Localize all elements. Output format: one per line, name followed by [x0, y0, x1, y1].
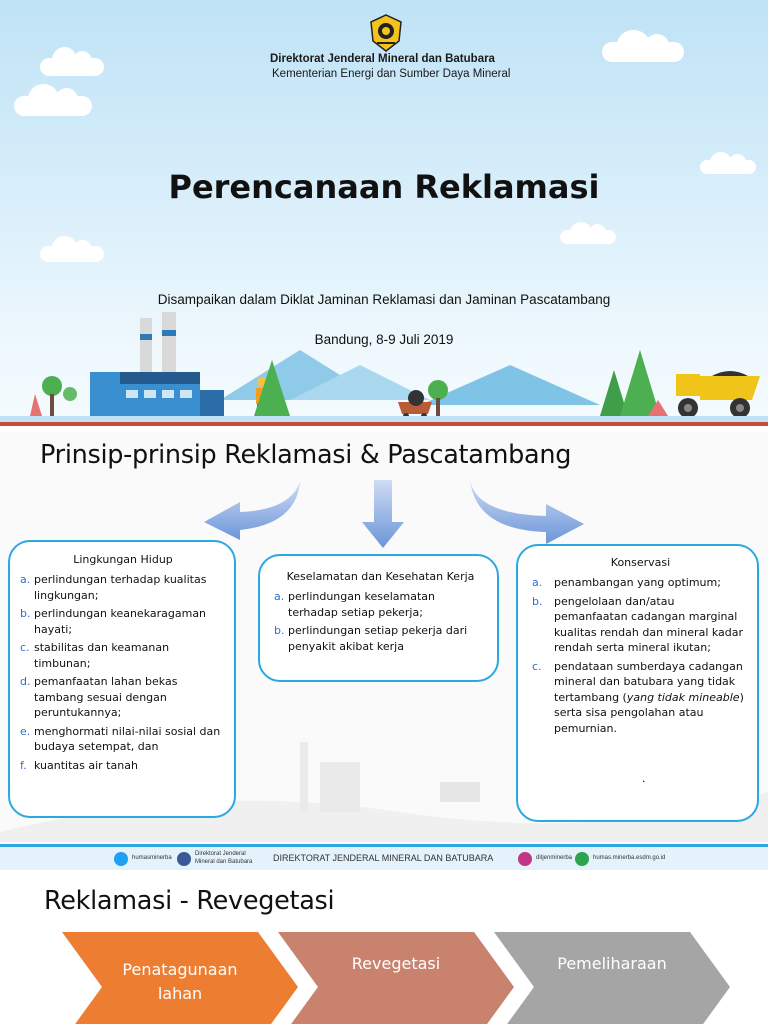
slide-title: Reklamasi - Revegetasi: [44, 886, 335, 916]
trailing-dot: .: [642, 772, 646, 785]
down-arrow-icon: [362, 480, 404, 548]
list-item: a. perlindungan keselamatan terhadap setiap pekerja;: [274, 590, 435, 619]
principles-slide: [0, 432, 768, 870]
environment-principles-box: [8, 540, 236, 818]
facebook-name-line1[interactable]: Direktorat Jenderal: [195, 851, 246, 857]
instagram-handle[interactable]: ditjenminerba: [536, 855, 573, 861]
esdm-logo-icon: [369, 14, 403, 52]
list-item: b. perlindungan setiap pekerja dari penyakit akibat kerja: [274, 624, 468, 653]
box-title: Lingkungan Hidup: [73, 553, 173, 566]
safety-list: [274, 589, 487, 654]
conservation-principles-box: [516, 544, 759, 822]
list-item: e. menghormati nilai-nilai sosial dan budaya setempat, dan: [20, 724, 221, 753]
slide-subtitle: Disampaikan dalam Diklat Jaminan Reklamasi dan Jaminan Pascatambang: [157, 292, 611, 307]
list-item: d. pemanfaatan lahan bekas tambang sesuai dengan peruntukannya;: [20, 675, 178, 719]
slide-title: Prinsip-prinsip Reklamasi & Pascatambang: [40, 440, 572, 470]
box-title: Konservasi: [610, 556, 671, 569]
facebook-icon[interactable]: [177, 852, 191, 866]
event-date: Bandung, 8-9 Juli 2019: [314, 332, 454, 347]
environment-list: [20, 572, 226, 773]
mining-landscape-illustration: [0, 310, 768, 432]
conservation-list: [532, 575, 749, 736]
process-step-land-use: Penatagunaan lahan: [62, 932, 298, 1024]
safety-principles-box: [258, 554, 499, 682]
list-item: a. penambangan yang optimum;: [532, 576, 721, 589]
title-slide: [0, 0, 768, 432]
list-item: b. perlindungan keanekaragaman hayati;: [20, 607, 207, 636]
org-name: Direktorat Jenderal Mineral dan Batubara: [270, 53, 495, 65]
instagram-icon[interactable]: [518, 852, 532, 866]
slide-title: Perencanaan Reklamasi: [168, 168, 600, 206]
process-step-revegetation: Revegetasi: [278, 932, 514, 1024]
revegetation-slide: [0, 870, 768, 1024]
box-title: Keselamatan dan Kesehatan Kerja: [286, 570, 475, 583]
list-item: b. pengelolaan dan/atau pemanfaatan cadangan marginal kualitas rendah dan mineral kadar rendah serta mineral ikutan;: [532, 594, 744, 654]
list-item: c. stabilitas dan keamanan timbunan;: [20, 641, 170, 670]
website-url[interactable]: humas.minerba.esdm.go.id: [593, 855, 666, 861]
list-item: f. kuantitas air tanah: [20, 758, 138, 772]
list-item: a. perlindungan terhadap kualitas lingkungan;: [20, 573, 207, 602]
cloud-decoration: [602, 42, 684, 62]
footer-org-name: DIREKTORAT JENDERAL MINERAL DAN BATUBARA: [273, 853, 494, 863]
chevron-shape: [494, 932, 730, 1024]
globe-icon[interactable]: [575, 852, 589, 866]
facebook-name-line2[interactable]: Mineral dan Batubara: [195, 859, 253, 865]
list-item: c. pendataan sumberdaya cadangan mineral dan batubara yang tidak tertambang (yang tidak mineable) serta sisa pengolahan atau pemurnian.: [532, 659, 744, 735]
slide-footer: [0, 844, 768, 870]
process-step-maintenance: Pemeliharaan: [494, 932, 730, 1024]
twitter-icon[interactable]: [114, 852, 128, 866]
twitter-handle[interactable]: humasminerba: [132, 855, 172, 861]
ministry-name: Kementerian Energi dan Sumber Daya Mineral: [272, 68, 511, 80]
right-arrow-icon: [470, 480, 584, 544]
cloud-decoration: [40, 58, 104, 76]
cloud-decoration: [560, 230, 616, 244]
cloud-decoration: [14, 96, 92, 116]
chevron-shape: [278, 932, 514, 1024]
left-arrow-icon: [204, 482, 300, 540]
cloud-decoration: [40, 246, 104, 262]
